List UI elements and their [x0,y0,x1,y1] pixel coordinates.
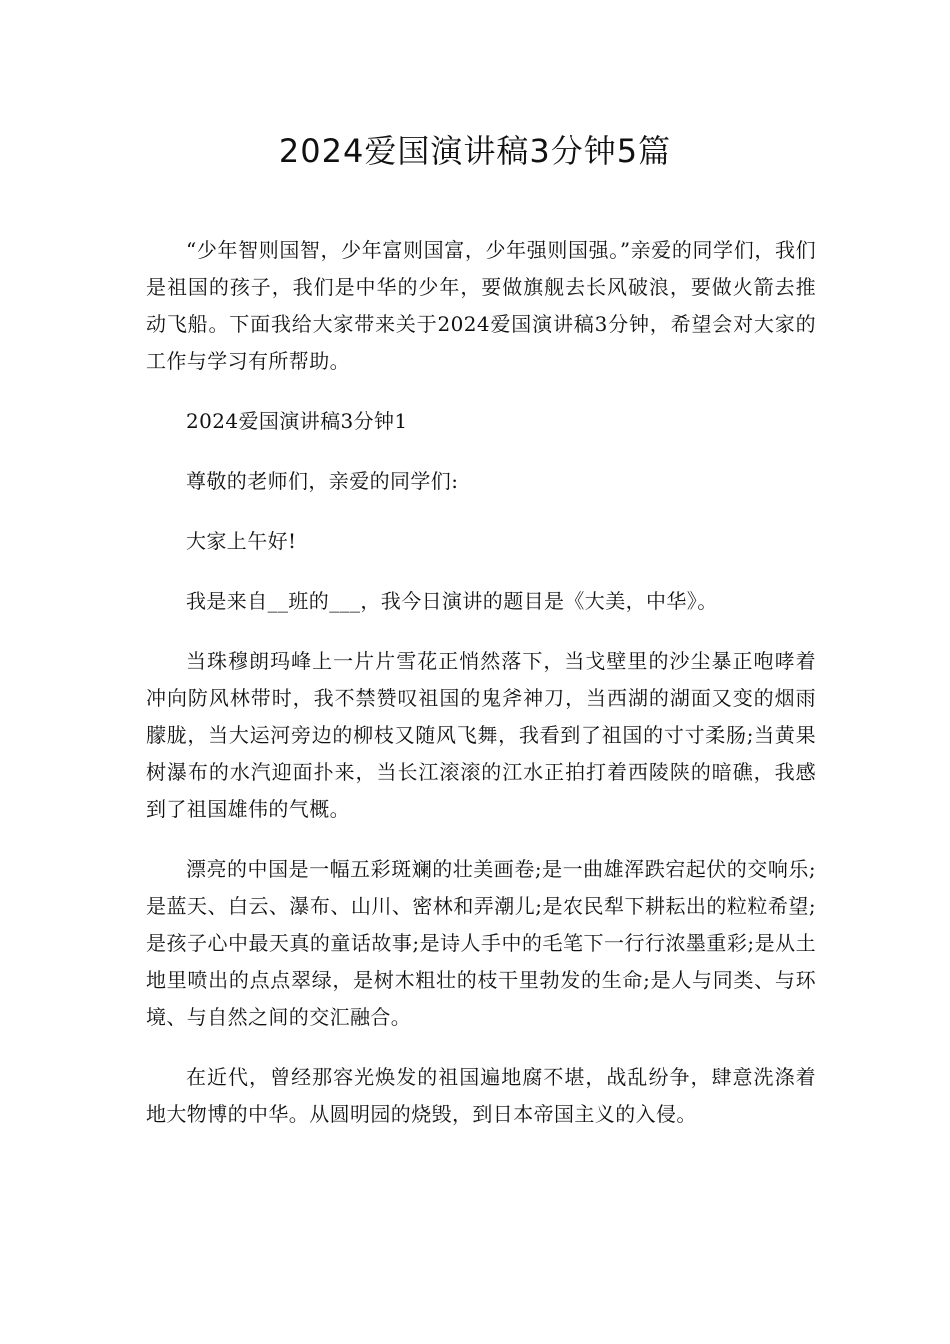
intro-paragraph: “少年智则国智，少年富则国富，少年强则国强。”亲爱的同学们，我们是祖国的孩子，我们是中华的少年，要做旗舰去长风破浪，要做火箭去推动飞船。下面我给大家带来关于2024爱国演讲稿3分钟，希望会对大家的工作与学习有所帮助。 [146,238,816,373]
body-paragraph: 当珠穆朗玛峰上一片片雪花正悄然落下，当戈壁里的沙尘暴正咆哮着冲向防风林带时，我不禁赞叹祖国的鬼斧神刀，当西湖的湖面又变的烟雨朦胧，当大运河旁边的柳枝又随风飞舞，我看到了祖国的寸寸柔肠;当黄果树瀑布的水汽迎面扑来，当长江滚滚的江水正拍打着西陵陕的暗礁，我感到了祖国雄伟的气概。 [146,649,816,821]
document-title: 2024爱国演讲稿3分钟5篇 [278,132,672,170]
speech-topic-paragraph: 我是来自__班的___，我今日演讲的题目是《大美，中华》。 [186,589,718,613]
salutation-paragraph: 尊敬的老师们，亲爱的同学们: [186,469,459,493]
greeting-paragraph: 大家上午好! [186,529,297,553]
body-paragraph: 在近代，曾经那容光焕发的祖国遍地腐不堪，战乱纷争，肆意洗涤着地大物博的中华。从圆明园的烧毁，到日本帝国主义的入侵。 [146,1065,816,1126]
section-heading: 2024爱国演讲稿3分钟1 [186,409,408,433]
body-paragraph: 漂亮的中国是一幅五彩斑斓的壮美画卷;是一曲雄浑跌宕起伏的交响乐;是蓝天、白云、瀑布、山川、密林和弄潮儿;是农民犁下耕耘出的粒粒希望;是孩子心中最天真的童话故事;是诗人手中的毛笔下一行行浓墨重彩;是从土地里喷出的点点翠绿，是树木粗壮的枝干里勃发的生命;是人与同类、与环境、与自然之间的交汇融合。 [146,857,816,1029]
document-body [146,232,816,1156]
